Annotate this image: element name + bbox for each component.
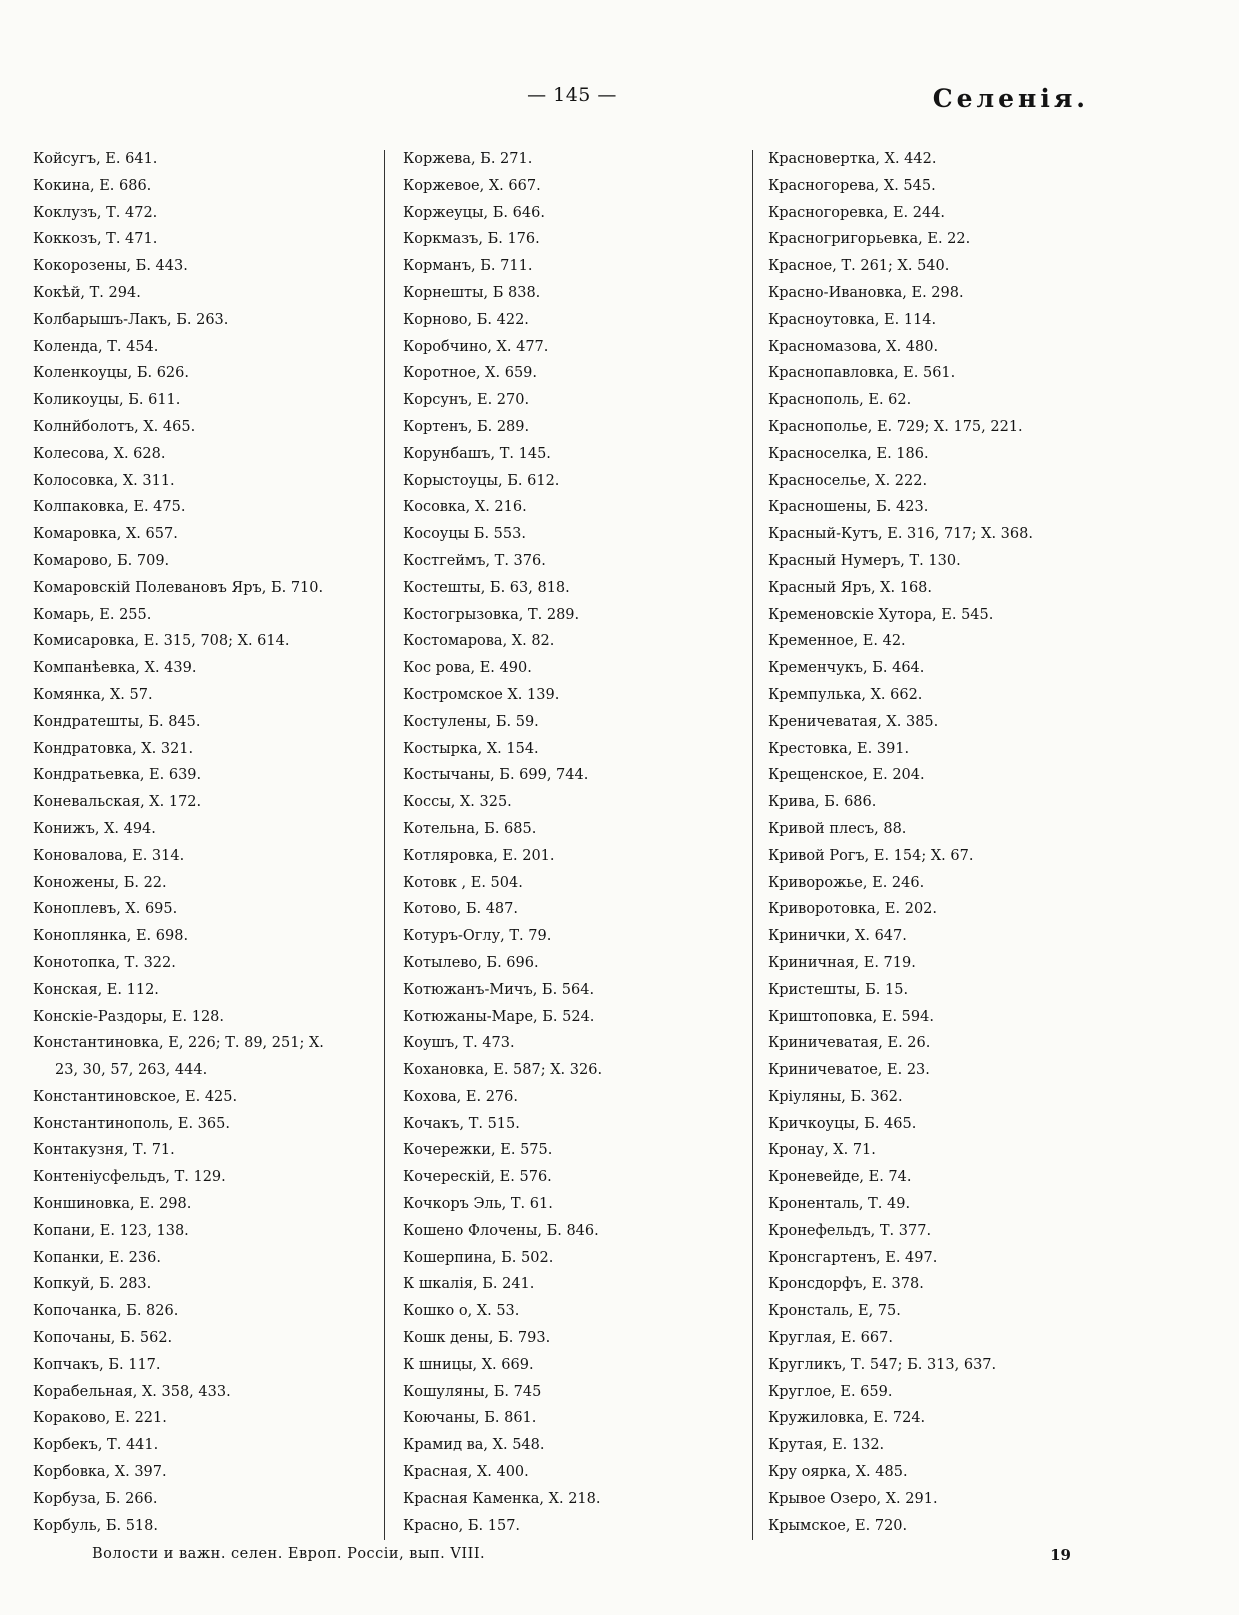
index-entry: Красный Яръ, Х. 168. [768,579,933,596]
index-entry: Красный-Кутъ, Е. 316, 717; Х. 368. [768,526,1033,543]
index-entry: Кортенъ, Б. 289. [403,418,530,435]
index-entry: Котуръ-Оглу, Т. 79. [403,928,552,945]
index-entry: Коленда, Т. 454. [33,338,159,355]
index-entry: Копочанка, Б. 826. [33,1303,179,1320]
index-entry: Кочерескій, Е. 576. [403,1169,552,1186]
index-entry: Кораково, Е. 221. [33,1410,167,1427]
index-entry: Кременчукъ, Б. 464. [768,660,925,677]
index-entry: Колбарышъ-Лакъ, Б. 263. [33,311,229,328]
index-entry: Костомарова, Х. 82. [403,633,555,650]
index-entry: Кохова, Е. 276. [403,1088,518,1105]
index-entry: Корбекъ, Т. 441. [33,1437,159,1454]
index-entry: Криворожье, Е. 246. [768,874,925,891]
index-entry: Копочаны, Б. 562. [33,1330,173,1347]
index-entry: Контеніусфельдъ, Т. 129. [33,1169,226,1186]
index-entry: Красноутовка, Е. 114. [768,311,937,328]
index-entry: Конская, Е. 112. [33,981,159,998]
index-entry: Красновертка, Х. 442. [768,151,937,167]
index-entry: Кронефельдъ, Т. 377. [768,1222,932,1239]
index-entry: Корманъ, Б. 711. [403,258,533,275]
index-entry: Кружиловка, Е. 724. [768,1410,926,1427]
index-entry: Красноселье, Х. 222. [768,472,928,489]
index-entry: Красногоревка, Е. 244. [768,204,946,221]
index-entry: Кривой Рогъ, Е. 154; Х. 67. [768,847,974,864]
page-number: — 145 — [527,84,617,106]
index-entry: Кричкоуцы, Б. 465. [768,1115,917,1132]
index-entry: Кочакъ, Т. 515. [403,1115,520,1132]
index-entry: Конскіе-Раздоры, Е. 128. [33,1008,225,1025]
index-entry: Котылево, Б. 696. [403,954,539,971]
index-entry: Койсугъ, Е. 641. [33,151,158,167]
index-entry: Коклузъ, Т. 472. [33,204,158,221]
index-column-3 [768,146,1128,1539]
index-entry: Коркмазъ, Б. 176. [403,231,540,248]
index-entry: Костгеймъ, Т. 376. [403,552,546,569]
index-entry: Кронсдорфъ, Е. 378. [768,1276,924,1293]
index-entry: Коновалова, Е. 314. [33,847,185,864]
index-entry: Комянка, Х. 57. [33,686,153,703]
index-entry: Кошк дены, Б. 793. [403,1330,551,1347]
index-entry: Конижъ, Х. 494. [33,820,156,837]
index-entry: Кондратовка, Х. 321. [33,740,194,757]
index-entry: Коневальская, Х. 172. [33,794,202,811]
index-entry: Корнешты, Б 838. [403,284,541,301]
index-entry: Кривой плесъ, 88. [768,820,907,837]
section-title: Селенія. [932,84,1089,113]
index-entry: Копкуй, Б. 283. [33,1276,152,1293]
index-entry: Кочережки, Е. 575. [403,1142,553,1159]
index-entry: Константиновка, Е, 226; Т. 89, 251; Х. [33,1035,324,1052]
index-entry: Кроненталь, Т. 49. [768,1196,911,1213]
index-entry: Криничеватая, Е. 26. [768,1035,931,1052]
index-entry: Коючаны, Б. 861. [403,1410,537,1427]
index-entry: Конотопка, Т. 322. [33,954,176,971]
index-entry: Комаровка, Х. 657. [33,526,178,543]
index-entry: Кременовскіе Хутора, Е. 545. [768,606,994,623]
index-entry: Круглое, Е. 659. [768,1383,893,1400]
index-entry: Кронсталь, Е, 75. [768,1303,901,1320]
index-entry: Крывое Озеро, Х. 291. [768,1490,938,1507]
index-entry: Котюжаны-Маре, Б. 524. [403,1008,595,1025]
index-entry: Копани, Е. 123, 138. [33,1222,189,1239]
index-entry: Коножены, Б. 22. [33,874,167,891]
index-entry: Контакузня, Т. 71. [33,1142,175,1159]
index-entry: Колнйболотъ, Х. 465. [33,418,196,435]
index-entry: Комарь, Е. 255. [33,606,152,623]
index-entry: Коленкоуцы, Б. 626. [33,365,189,382]
index-entry: Копанки, Е. 236. [33,1249,161,1266]
index-entry: Красногорева, Х. 545. [768,177,936,194]
index-entry: Корыстоуцы, Б. 612. [403,472,560,489]
index-entry: К шницы, Х. 669. [403,1356,534,1373]
index-entry: Комарово, Б. 709. [33,552,170,569]
index-entry: Коушъ, Т. 473. [403,1035,515,1052]
index-entry: Краснополье, Е. 729; Х. 175, 221. [768,418,1023,435]
footer-signature: 19 [1050,1546,1071,1564]
index-entry: Комаровскій Полевановъ Яръ, Б. 710. [33,579,324,596]
index-entry: Красношены, Б. 423. [768,499,929,516]
index-entry: Красный Нумеръ, Т. 130. [768,552,961,569]
index-entry: Константинополь, Е. 365. [33,1115,230,1132]
index-entry: Корсунъ, Е. 270. [403,392,530,409]
index-entry: Красномазова, Х. 480. [768,338,939,355]
index-entry: Колесова, Х. 628. [33,445,166,462]
index-entry: Кондратьевка, Е. 639. [33,767,202,784]
index-entry: Коржевое, Х. 667. [403,177,541,194]
index-entry: Комисаровка, Е. 315, 708; Х. 614. [33,633,290,650]
index-entry: Корново, Б. 422. [403,311,529,328]
index-entry: Коржева, Б. 271. [403,151,533,167]
index-entry: Копчакъ, Б. 117. [33,1356,161,1373]
index-entry: Костогрызовка, Т. 289. [403,606,580,623]
index-entry: Котельна, Б. 685. [403,820,537,837]
index-entry: Кошко о, Х. 53. [403,1303,520,1320]
index-entry: Кроневейде, Е. 74. [768,1169,912,1186]
index-column-2 [403,146,753,1539]
index-entry: Корбуза, Б. 266. [33,1490,158,1507]
index-entry: Красное, Т. 261; Х. 540. [768,258,950,275]
index-entry: Корбуль, Б. 518. [33,1517,158,1534]
index-entry: Коробчино, Х. 477. [403,338,549,355]
index-entry: Кохановка, Е. 587; Х. 326. [403,1062,603,1079]
index-entry: Кронсгартенъ, Е. 497. [768,1249,938,1266]
index-entry: Косовка, Х. 216. [403,499,527,516]
index-entry: Костешты, Б. 63, 818. [403,579,570,596]
index-entry: Красно, Б. 157. [403,1517,521,1534]
column-rule-1 [384,150,385,1540]
index-entry: Коноплянка, Е. 698. [33,928,189,945]
index-entry: Крестовка, Е. 391. [768,740,910,757]
index-entry: Крива, Б. 686. [768,794,877,811]
index-entry: Кос рова, Е. 490. [403,660,532,677]
index-entry: Косоуцы Б. 553. [403,526,526,543]
index-entry: Крещенское, Е. 204. [768,767,925,784]
index-entry: Краснополь, Е. 62. [768,392,912,409]
index-entry: Кристешты, Б. 15. [768,981,909,998]
index-entry: Котово, Б. 487. [403,901,518,918]
index-entry: Кокорозены, Б. 443. [33,258,188,275]
index-entry: Колпаковка, Е. 475. [33,499,186,516]
index-entry: Кочкоръ Эль, Т. 61. [403,1196,553,1213]
index-entry: Колосовка, Х. 311. [33,472,175,489]
index-entry: Кринички, Х. 647. [768,928,907,945]
index-entry: 23, 30, 57, 263, 444. [55,1062,208,1079]
index-entry: Красная, Х. 400. [403,1464,529,1481]
index-entry: Кріуляны, Б. 362. [768,1088,903,1105]
index-entry: Коноплевъ, Х. 695. [33,901,178,918]
index-entry: Кру оярка, Х. 485. [768,1464,908,1481]
index-entry: Криворотовка, Е. 202. [768,901,938,918]
index-entry: Крымское, Е. 720. [768,1517,908,1534]
index-entry: Красногригорьевка, Е. 22. [768,231,971,248]
footer-source: Волости и важн. селен. Европ. Россіи, вып. VIII. [92,1546,486,1562]
index-entry: Константиновское, Е. 425. [33,1088,238,1105]
index-entry: Красноселка, Е. 186. [768,445,929,462]
index-entry: Коккозъ, Т. 471. [33,231,158,248]
index-entry: Крамид ва, Х. 548. [403,1437,545,1454]
index-entry: Кокѣй, Т. 294. [33,284,141,301]
index-entry: Компанѣевка, Х. 439. [33,660,197,677]
index-entry: Коротное, Х. 659. [403,365,538,382]
index-entry: Кронау, Х. 71. [768,1142,876,1159]
index-entry: Котляровка, Е. 201. [403,847,555,864]
index-entry: Костулены, Б. 59. [403,713,539,730]
index-entry: Кременное, Е. 42. [768,633,906,650]
index-entry: Круглая, Е. 667. [768,1330,893,1347]
index-entry: Костромское Х. 139. [403,686,560,703]
index-entry: Криничеватое, Е. 23. [768,1062,930,1079]
index-entry: Краснопавловка, Е. 561. [768,365,956,382]
index-entry: Кошуляны, Б. 745 [403,1383,542,1400]
index-entry: Кругликъ, Т. 547; Б. 313, 637. [768,1356,997,1373]
index-entry: Креничеватая, Х. 385. [768,713,939,730]
index-entry: Котовк , Е. 504. [403,874,523,891]
index-entry: Коссы, Х. 325. [403,794,512,811]
index-entry: Крутая, Е. 132. [768,1437,885,1454]
index-entry: Корабельная, Х. 358, 433. [33,1383,231,1400]
index-entry: Котюжанъ-Мичъ, Б. 564. [403,981,595,998]
index-entry: Криничная, Е. 719. [768,954,916,971]
index-entry: К шкалія, Б. 241. [403,1276,535,1293]
index-column-1 [33,146,383,1539]
index-entry: Корунбашъ, Т. 145. [403,445,551,462]
index-entry: Костычаны, Б. 699, 744. [403,767,589,784]
index-entry: Костырка, Х. 154. [403,740,539,757]
index-entry: Кондратешты, Б. 845. [33,713,201,730]
index-entry: Кошено Флочены, Б. 846. [403,1222,599,1239]
index-entry: Коншиновка, Е. 298. [33,1196,192,1213]
index-entry: Кошерпина, Б. 502. [403,1249,554,1266]
index-entry: Красно-Ивановка, Е. 298. [768,284,964,301]
index-entry: Коржеуцы, Б. 646. [403,204,545,221]
index-entry: Корбовка, Х. 397. [33,1464,167,1481]
index-entry: Красная Каменка, Х. 218. [403,1490,601,1507]
index-entry: Кокина, Е. 686. [33,177,152,194]
index-entry: Коликоуцы, Б. 611. [33,392,181,409]
index-entry: Кремпулька, Х. 662. [768,686,923,703]
index-entry: Криштоповка, Е. 594. [768,1008,934,1025]
